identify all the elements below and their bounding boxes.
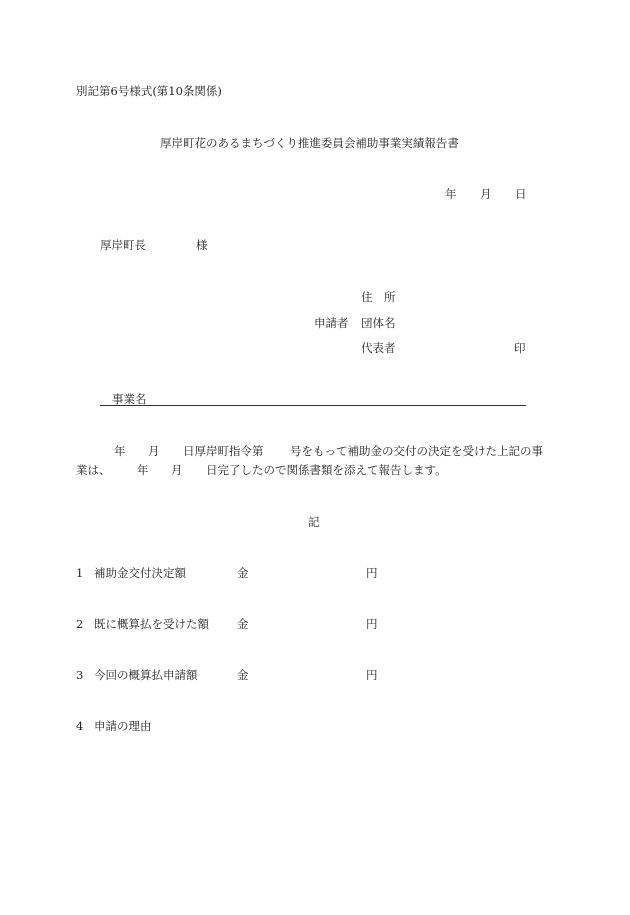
item-4-label: 申請の理由 <box>94 719 152 733</box>
item-3-label: 今回の概算払申請額 <box>94 668 198 682</box>
seal-mark: 印 <box>514 341 526 355</box>
item-2-yen: 円 <box>366 617 378 631</box>
date-month: 月 <box>480 187 492 201</box>
date-day: 日 <box>515 187 527 201</box>
body-line2-year: 年 <box>137 463 149 477</box>
applicant-representative-label: 代表者 <box>361 341 396 355</box>
date-year: 年 <box>445 187 457 201</box>
form-label: 別記第6号様式(第10条関係) <box>76 84 222 98</box>
body-line1-year: 年 <box>114 444 126 458</box>
item-1-kin: 金 <box>237 566 249 580</box>
item-2-number: 2 <box>76 617 84 631</box>
body-line1-directive: 日厚岸町指令第 <box>183 444 264 458</box>
item-3-yen: 円 <box>366 668 378 682</box>
body-line2-rest: 日完了したので関係書類を添えて報告します。 <box>206 463 447 477</box>
item-1-number: 1 <box>76 566 84 580</box>
item-4-number: 4 <box>76 719 84 733</box>
document-title: 厚岸町花のあるまちづくり推進委員会補助事業実績報告書 <box>160 136 459 150</box>
project-name-label: 事業名 <box>112 392 147 406</box>
item-3-number: 3 <box>76 668 84 682</box>
item-1-yen: 円 <box>366 566 378 580</box>
body-line1-rest: 号をもって補助金の交付の決定を受けた上記の事 <box>290 444 543 458</box>
body-line2-start: 業は、 <box>76 463 111 477</box>
applicant-label: 申請者 <box>314 316 349 330</box>
addressee-name: 厚岸町長 <box>100 238 146 252</box>
item-2-kin: 金 <box>237 617 249 631</box>
body-line2-month: 月 <box>171 463 183 477</box>
item-2-label: 既に概算払を受けた額 <box>94 617 209 631</box>
item-1-label: 補助金交付決定額 <box>94 566 186 580</box>
item-3-kin: 金 <box>237 668 249 682</box>
addressee-honorific: 様 <box>196 238 208 252</box>
ki-heading: 記 <box>308 515 320 529</box>
project-name-underline <box>100 405 526 406</box>
applicant-address-label: 住 所 <box>361 290 396 304</box>
body-line1-month: 月 <box>148 444 160 458</box>
applicant-group-label: 団体名 <box>361 316 396 330</box>
